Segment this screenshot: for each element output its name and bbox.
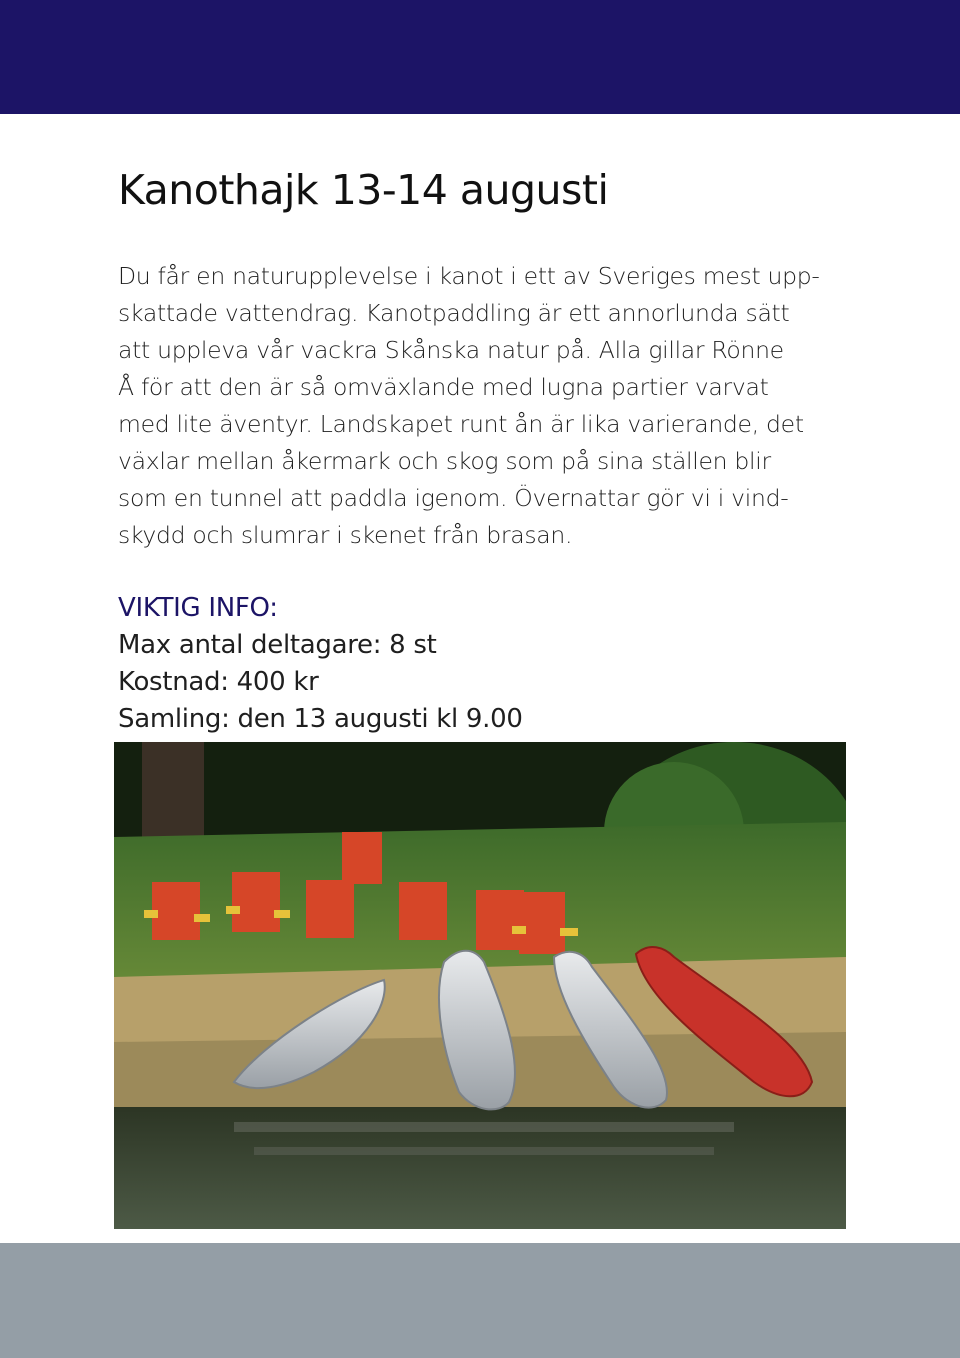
description-line: Du får en naturupplevelse i kanot i ett av Sveriges mest upp- (118, 262, 820, 290)
description-text (118, 258, 848, 554)
page-title: Kanothajk 13-14 augusti (118, 166, 609, 214)
info-heading: VIKTIG INFO: (118, 593, 278, 623)
info-cost: Kostnad: 400 kr (118, 667, 319, 697)
description-line: Å för att den är så omväxlande med lugna partier varvat (118, 373, 769, 401)
description-line: växlar mellan åkermark och skog som på sina ställen blir (118, 447, 771, 475)
info-participants: Max antal deltagare: 8 st (118, 630, 437, 660)
description-line: med lite äventyr. Landskapet runt ån är lika varierande, det (118, 410, 804, 438)
description-line: att uppleva vår vackra Skånska natur på. Alla gillar Rönne (118, 336, 784, 364)
important-info (118, 590, 848, 738)
description-line: som en tunnel att paddla igenom. Övernattar gör vi i vind- (118, 484, 789, 512)
bottom-color-band (0, 1243, 960, 1358)
canoes-photo (114, 742, 846, 1229)
description-line: skattade vattendrag. Kanotpaddling är ett annorlunda sätt (118, 299, 790, 327)
top-color-band (0, 0, 960, 114)
info-gathering: Samling: den 13 augusti kl 9.00 (118, 704, 523, 734)
description-line: skydd och slumrar i skenet från brasan. (118, 521, 573, 549)
